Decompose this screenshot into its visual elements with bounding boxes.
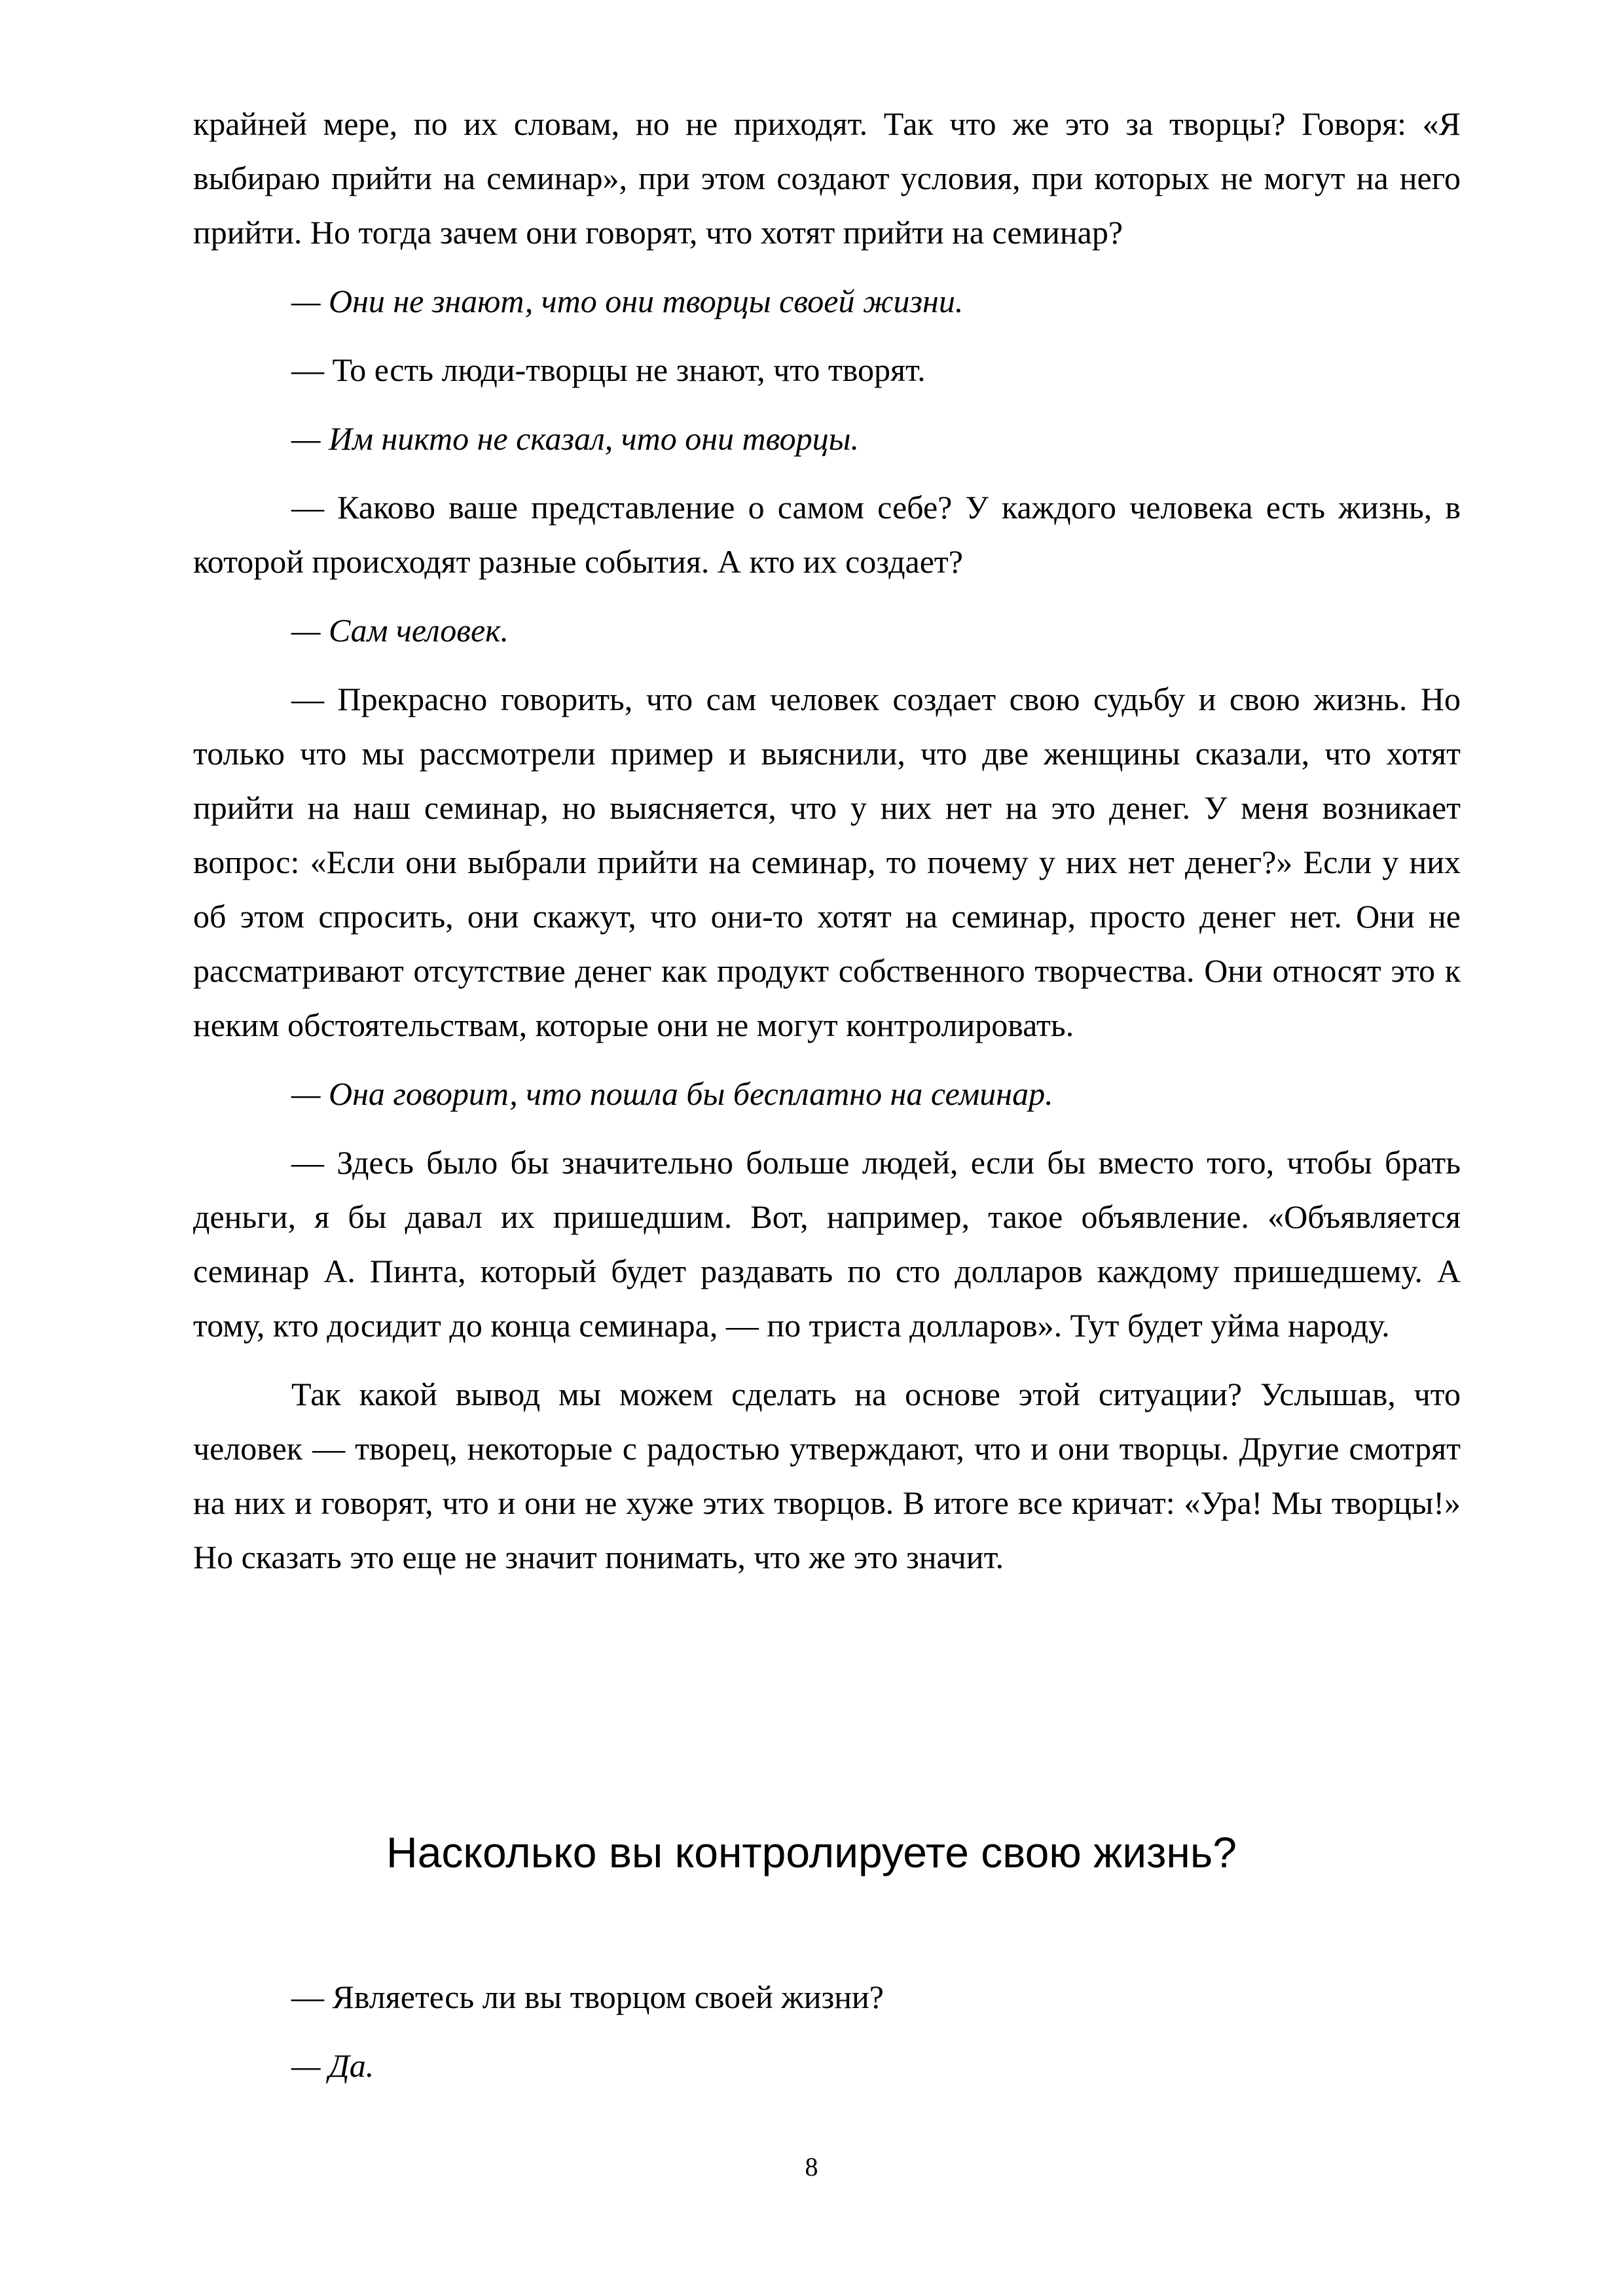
dialogue-line: — Являетесь ли вы творцом своей жизни? [291,1979,884,2015]
paragraph: крайней мере, по их словам, но не приходят. Так что же это за творцы? Говоря: «Я выбираю прийти на семинар», при этом создают условия, при которых не могут на него прийти. Но тогда зачем они говорят, что хотят прийти на семинар? [193,105,1461,251]
document-body [193,97,1461,1599]
page-number: 8 [805,2152,818,2181]
dialogue-line: — Каково ваше представление о самом себе? У каждого человека есть жизнь, в которой происходят разные события. А кто их создает? [193,489,1461,580]
section-body [193,1970,1461,2108]
section-heading: Насколько вы контролируете свою жизнь? [386,1828,1237,1876]
dialogue-line-italic: — Она говорит, что пошла бы бесплатно на семинар. [291,1075,1053,1112]
dialogue-line: — Здесь было бы значительно больше людей, если бы вместо того, чтобы брать деньги, я бы давал их пришедшим. Вот, например, такое объявление. «Объявляется семинар А. Пинта, который будет раздавать по сто долларов каждому пришедшему. А тому, кто досидит до конца семинара, — по триста долларов». Тут будет уйма народу. [193,1144,1461,1344]
dialogue-line: — То есть люди-творцы не знают, что творят. [291,351,926,388]
paragraph: Так какой вывод мы можем сделать на основе этой ситуации? Услышав, что человек — творец, некоторые с радостью утверждают, что и они творцы. Другие смотрят на них и говорят, что и они не хуже этих творцов. В итоге все кричат: «Ура! Мы творцы!» Но сказать это еще не значит понимать, что же это значит. [193,1376,1461,1575]
dialogue-line-italic: — Сам человек. [291,612,509,649]
dialogue-line-italic: — Им никто не сказал, что они творцы. [291,420,860,457]
dialogue-line: — Прекрасно говорить, что сам человек создает свою судьбу и свою жизнь. Но только что мы рассмотрели пример и выяснили, что две женщины сказали, что хотят прийти на наш семинар, но выясняется, что у них нет на это денег. У меня возникает вопрос: «Если они выбрали прийти на семинар, то почему у них нет денег?» Если у них об этом спросить, они скажут, что они-то хотят на семинар, просто денег нет. Они не рассматривают отсутствие денег как продукт собственного творчества. Они относят это к неким обстоятельствам, которые они не могут контролировать. [193,681,1461,1043]
dialogue-line-italic: — Да. [291,2047,374,2084]
dialogue-line-italic: — Они не знают, что они творцы своей жизни. [291,283,964,319]
